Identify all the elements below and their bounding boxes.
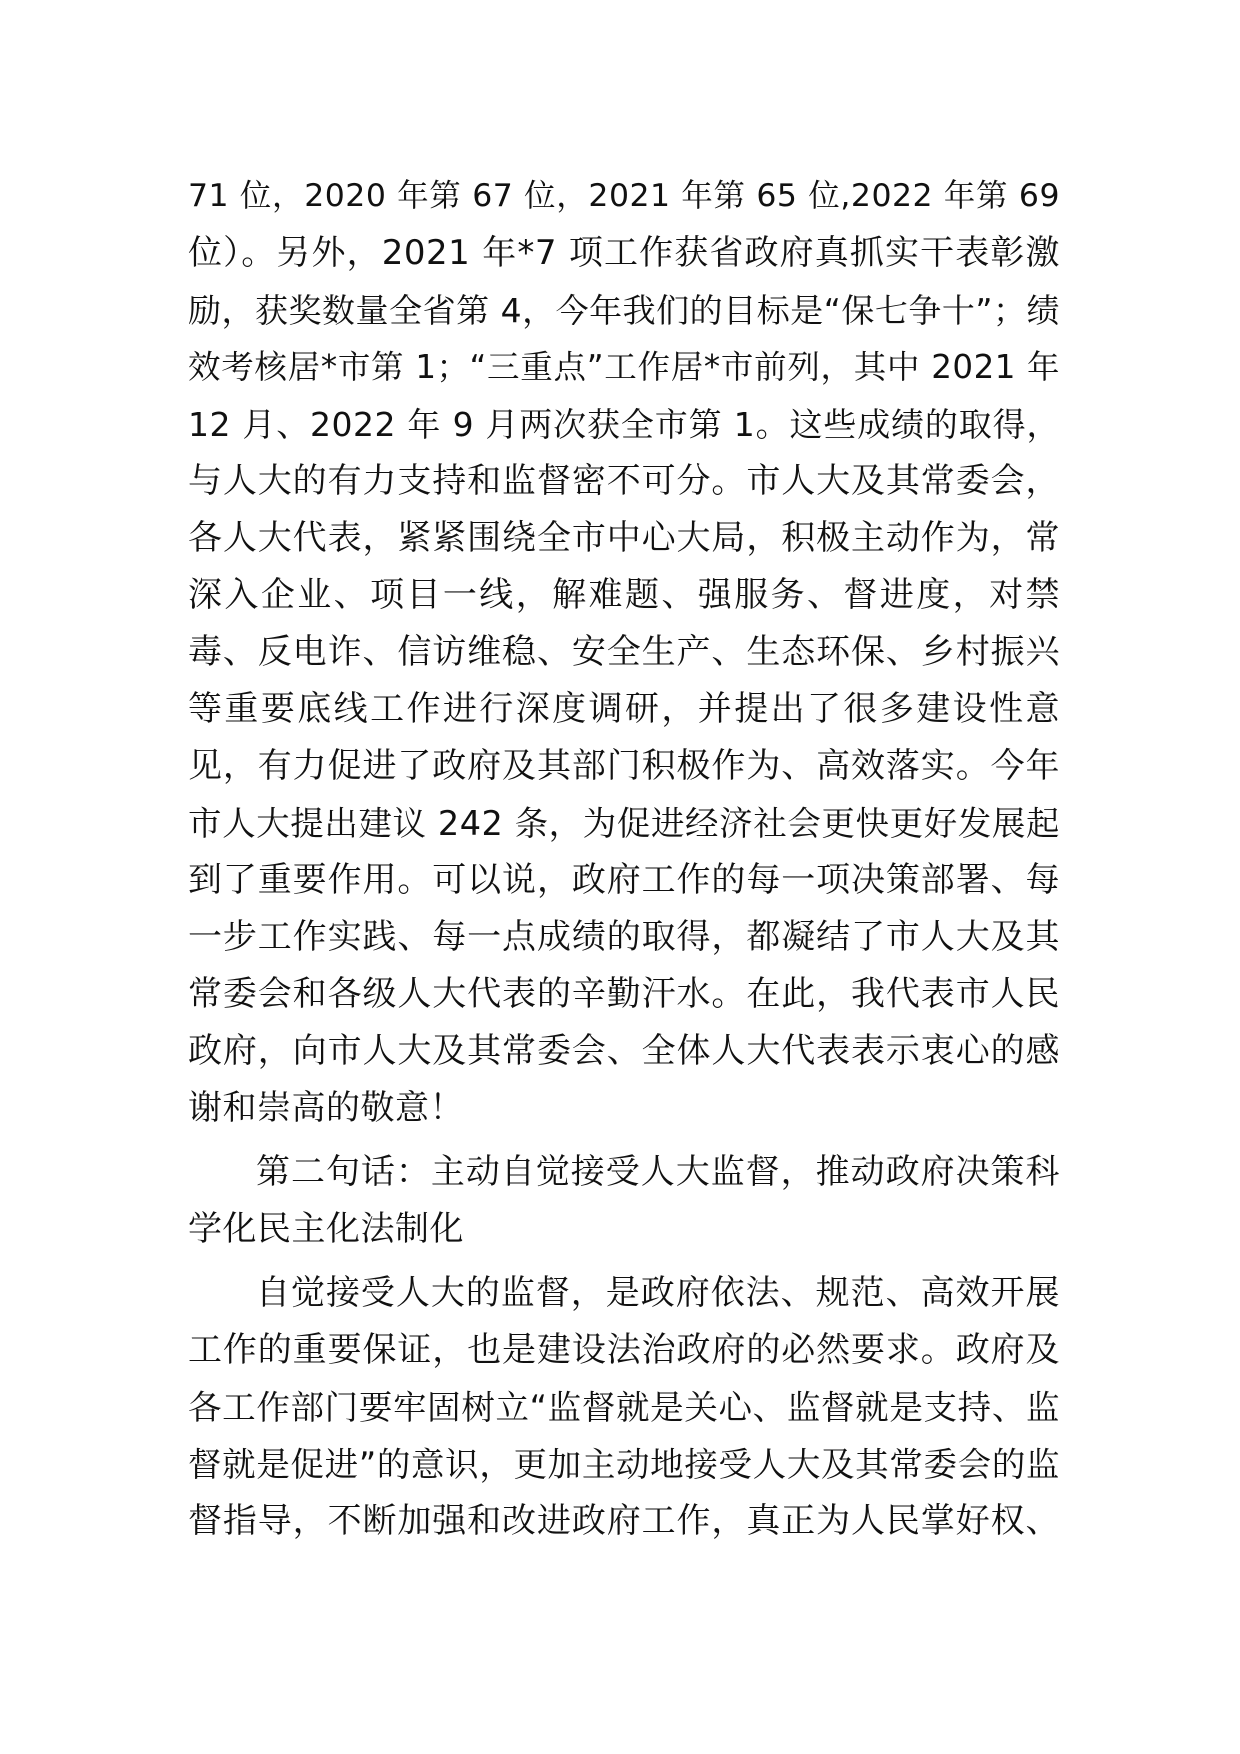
text-line: 深入企业、项目一线，解难题、强服务、督进度，对禁 [188,575,1060,615]
text-line: 等重要底线工作进行深度调研，并提出了很多建设性意 [188,689,1060,729]
heading-line: 学化民主化法制化 [188,1209,464,1249]
text-line: 71 位，2020 年第 67 位，2021 年第 65 位,2022 年第 69 [188,178,1060,214]
text-line: 见，有力促进了政府及其部门积极作为、高效落实。今年 [188,746,1060,786]
heading-line: 第二句话：主动自觉接受人大监督，推动政府决策科 [256,1152,1060,1192]
document-body [188,168,1060,1550]
text-line: 督就是促进”的意识，更加主动地接受人大及其常委会的监 [188,1445,1060,1484]
text-line: 各工作部门要牢固树立“监督就是关心、监督就是支持、监 [188,1388,1060,1427]
text-line: 位）。另外，2021 年*7 项工作获省政府真抓实干表彰激 [188,233,1060,273]
text-line: 常委会和各级人大代表的辛勤汗水。在此，我代表市人民 [188,974,1060,1014]
text-line: 到了重要作用。可以说，政府工作的每一项决策部署、每 [188,860,1060,900]
text-line: 励，获奖数量全省第 4，今年我们的目标是“保七争十”；绩 [188,291,1060,330]
text-line: 各人大代表，紧紧围绕全市中心大局，积极主动作为，常 [188,518,1060,558]
text-line: 督指导，不断加强和改进政府工作，真正为人民掌好权、 [188,1501,1060,1541]
text-line: 毒、反电诈、信访维稳、安全生产、生态环保、乡村振兴 [188,632,1060,672]
text-line: 工作的重要保证，也是建设法治政府的必然要求。政府及 [188,1330,1060,1370]
text-line: 与人大的有力支持和监督密不可分。市人大及其常委会， [188,461,1060,501]
text-line: 效考核居*市第 1；“三重点”工作居*市前列，其中 2021 年 [188,348,1060,386]
text-line: 一步工作实践、每一点成绩的取得，都凝结了市人大及其 [188,917,1060,957]
paragraph-supervision [188,1265,1060,1550]
section-heading [188,1144,1060,1258]
text-line: 自觉接受人大的监督，是政府依法、规范、高效开展 [256,1273,1060,1313]
text-line: 市人大提出建议 242 条，为促进经济社会更快更好发展起 [188,804,1060,843]
text-line: 12 月、2022 年 9 月两次获全市第 1。这些成绩的取得， [188,405,1060,444]
text-line: 谢和崇高的敬意！ [188,1088,464,1128]
text-line: 政府，向市人大及其常委会、全体人大代表表示衷心的感 [188,1031,1060,1071]
paragraph-achievements [188,168,1060,1137]
